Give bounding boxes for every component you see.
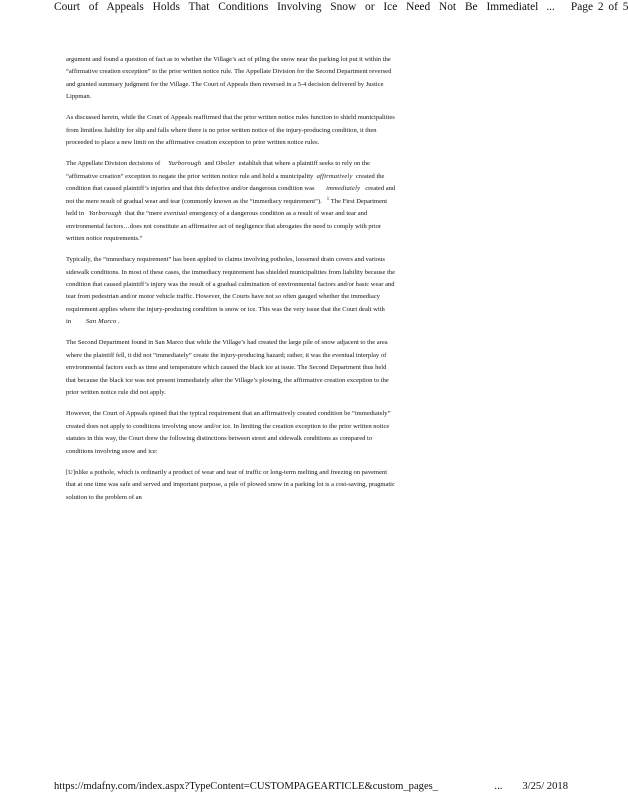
emphasis: eventual: [163, 210, 188, 218]
paragraph-3: [66, 158, 396, 245]
text-run: created the condition that caused plaintiff’s injuries and that this defective and/or dangerous condition was: [66, 172, 385, 193]
footer-date: 3/25/ 2018: [522, 781, 568, 792]
paragraph-4: [66, 254, 396, 329]
text-run: emergency of a dangerous condition as a result of wear and tear and environmental factors…does not constitute an affirmative act of negligence that abrogates the need to comply with prior written notice requirements.”: [66, 210, 382, 243]
text-run: The Appellate Division decisions of: [66, 160, 161, 168]
emphasis: immediately: [326, 185, 361, 193]
paragraph-7-quote: [U]nlike a pothole, which is ordinarily a product of wear and tear of traffic or long-term melting and freezing on pavement that at one time was safe and served and important purpose, a pile of plowed snow in a parking lot is a cost-saving, pragmatic solution to the problem of an: [66, 468, 395, 501]
case-name: Yarborough: [88, 210, 122, 218]
case-name: Yarborough: [168, 160, 202, 168]
footer-url: https://mdafny.com/index.aspx?TypeContent=CUSTOMPAGEARTICLE&custom_pages_: [54, 781, 439, 792]
text-run: establish that where a plaintiff seeks to rely on the “affirmative creation” exception to negate the prior written notice rule and hold a municipality: [66, 160, 370, 180]
text-run: Typically, the “immediacy requirement” has been applied to claims involving potholes, loosened drain covers and various sidewalk conditions. In most of these cases, the immediacy requirement has shielded municipalities from liability because the condition that caused plaintiff’s injury was the result of a gradual culmination of environmental factors and/or basic wear and tear from pedestrian and/or motor vehicle traffic. However, the Courts have not so often gauged whether the immediacy requirement applies where the injury-producing condition is snow or ice. This was the very issue that the Court dealt with in: [66, 256, 396, 326]
case-name: San Marco: [85, 318, 117, 326]
emphasis: affirmatively: [316, 172, 353, 180]
footer-ellipsis: ...: [494, 781, 503, 792]
footnote-marker: 1: [326, 196, 330, 202]
article-body: [66, 54, 396, 513]
text-run: and: [204, 160, 214, 168]
paragraph-6: However, the Court of Appeals opined that the typical requirement that an affirmatively created condition be “immediately” created does not apply to conditions involving snow and/or ice. In limiting the creation exception to the prior written notice statutes in this way, the Court drew the following distinctions between street and sidewalk conditions as compared to conditions involving snow and ice:: [66, 410, 391, 455]
page-number: Page 2 of 5: [570, 1, 628, 13]
text-run: created and not the mere result of gradual wear and tear (commonly known as the “immediacy requirement”).: [66, 185, 396, 205]
paragraph-2: As discussed herein, while the Court of Appeals reaffirmed that the prior written notice rules function to shield municipalities from limitless liability for slip and falls where there is no prior written notice of the injury-producing condition, it then proceeded to place a new limit on the affirmative creation exception to prior written notice rules.: [66, 114, 395, 147]
page-header: [54, 1, 628, 17]
text-run: .: [117, 318, 120, 326]
header-ellipsis: ...: [546, 1, 555, 13]
case-name: Oboler: [215, 160, 236, 168]
page-footer: [54, 781, 568, 795]
paragraph-5: The Second Department found in San Marco that while the Village’s had created the large pile of snow adjacent to the area where the plaintiff fell, it did not “immediately” create the injury-producing hazard; rather, it was the eventual interplay of environmental factors such as time and temperature which caused the black ice at issue. The Second Department thus held that because the black ice was not present immediately after the Village’s plowing, the affirmative creation exception to the prior written notice rule did not apply.: [66, 339, 389, 397]
text-run: that the “mere: [125, 210, 163, 218]
text-run: The First Department held in: [66, 197, 388, 218]
paragraph-1: argument and found a question of fact as to whether the Village’s act of piling the snow near the parking lot put it within the “affirmative creation exception” to the prior written notice rule. The Appellate Division for the Second Department reversed and granted summary judgment for the Village. The Court of Appeals then reversed in a 5-4 decision delivered by Justice Lippman.: [66, 56, 392, 101]
document-title: Court of Appeals Holds That Conditions Involving Snow or Ice Need Not Be Immediatel: [54, 1, 539, 13]
